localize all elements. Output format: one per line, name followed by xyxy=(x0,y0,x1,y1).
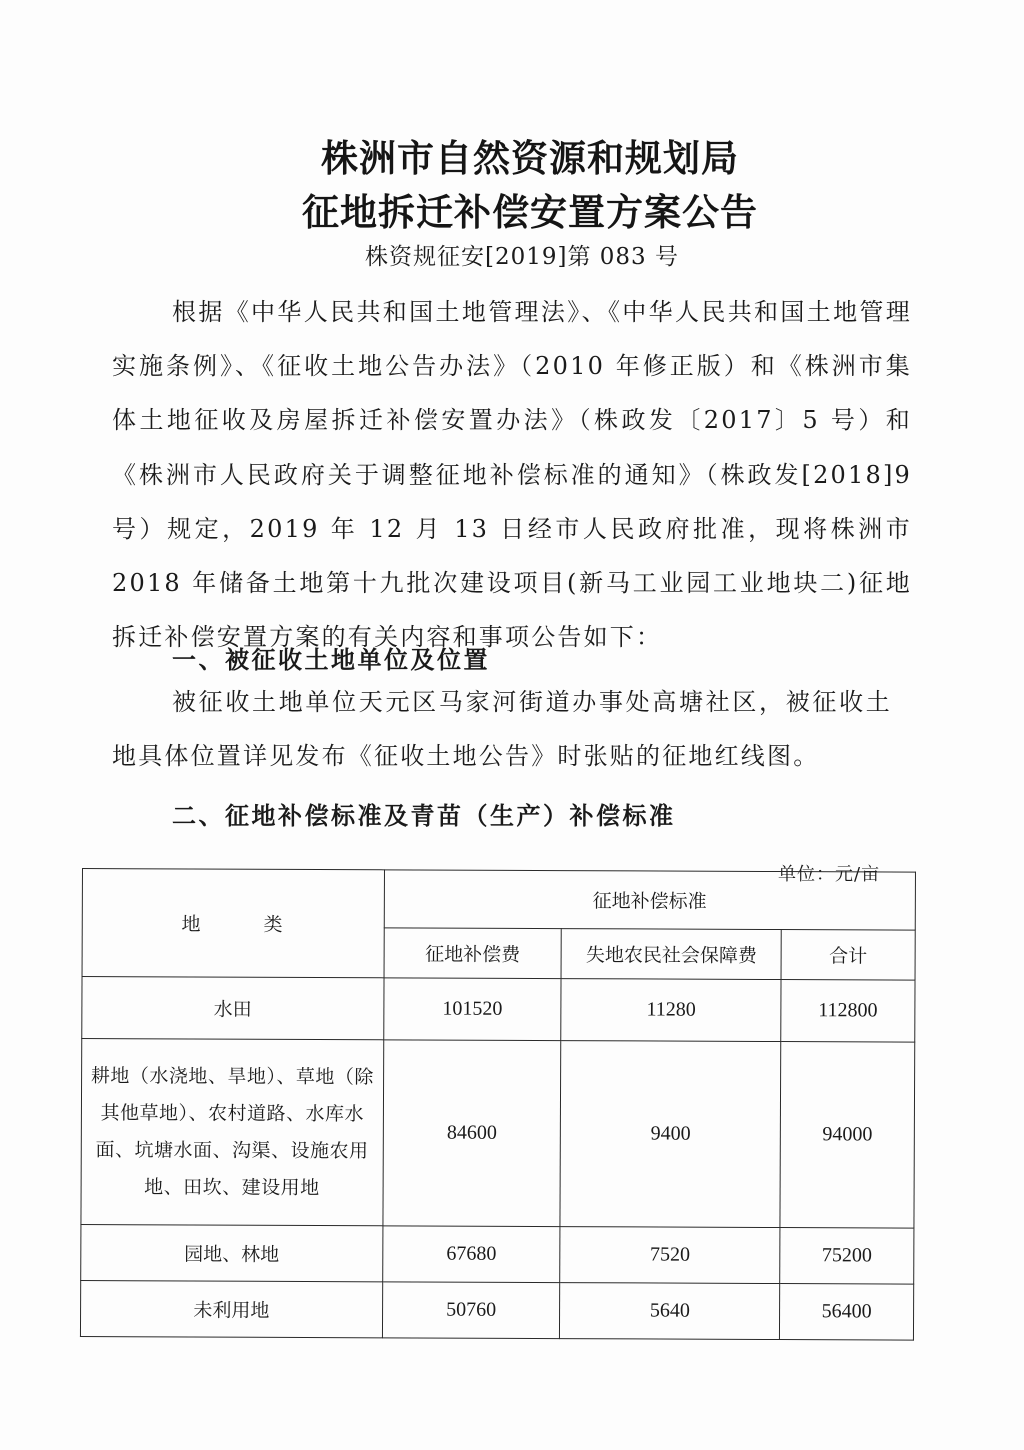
header-social-security: 失地农民社会保障费 xyxy=(561,929,781,980)
header-land-fee: 征地补偿费 xyxy=(384,928,562,979)
intro-paragraph: 根据《中华人民共和国土地管理法》、《中华人民共和国土地管理实施条例》、《征收土地公告办法》（2010 年修正版）和《株洲市集体土地征收及房屋拆迁补偿安置办法》（株政发〔2017〕5 号）和《株洲市人民政府关于调整征地补偿标准的通知》（株政发[2018]9 号）规定，2019 年 12 月 13 日经市人民政府批准，现将株洲市 2018 年储备土地第十九批次建设项目(新马工业园工业地块二)征地拆迁补偿安置方案的有关内容和事项公告如下： xyxy=(112,298,912,652)
document-title-line1: 株洲市自然资源和规划局 xyxy=(321,137,739,180)
social-cell: 7520 xyxy=(560,1227,780,1284)
table-row xyxy=(82,977,915,1043)
table-unit-label: 单位：元/亩 xyxy=(778,864,881,885)
header-compensation-standard: 征地补偿标准 xyxy=(384,870,916,930)
social-cell: 9400 xyxy=(560,1041,780,1228)
header-land-class: 地 类 xyxy=(82,869,384,978)
section1-heading: 一、被征收土地单位及位置 xyxy=(172,646,490,674)
header-total: 合计 xyxy=(781,930,915,981)
document-title-line2: 征地拆迁补偿安置方案公告 xyxy=(302,191,758,234)
section1-paragraph: 被征收土地单位天元区马家河街道办事处高塘社区，被征收土地具体位置详见发布《征收土地公告》时张贴的征地红线图。 xyxy=(112,688,892,771)
fee-cell: 67680 xyxy=(382,1226,560,1283)
total-cell: 94000 xyxy=(780,1042,915,1229)
table-row xyxy=(81,1224,914,1284)
land-type-cell: 未利用地 xyxy=(80,1280,382,1337)
section2-heading: 二、征地补偿标准及青苗（生产）补偿标准 xyxy=(172,802,676,830)
land-type-cell: 园地、林地 xyxy=(81,1224,383,1281)
compensation-table xyxy=(80,868,916,1341)
table-row xyxy=(80,1280,913,1340)
fee-cell: 84600 xyxy=(383,1040,562,1227)
total-cell: 56400 xyxy=(780,1284,914,1341)
document-number: 株资规征安[2019]第 083 号 xyxy=(364,244,679,270)
land-type-cell: 水田 xyxy=(82,977,384,1040)
table-row xyxy=(81,1039,915,1229)
social-cell: 11280 xyxy=(561,979,781,1042)
fee-cell: 101520 xyxy=(383,978,561,1041)
land-type-cell: 耕地（水浇地、旱地）、草地（除其他草地）、农村道路、水库水面、坑塘水面、沟渠、设施农用地、田坎、建设用地 xyxy=(81,1039,383,1226)
fee-cell: 50760 xyxy=(382,1282,560,1339)
total-cell: 112800 xyxy=(781,980,915,1043)
table-header-row xyxy=(82,869,915,931)
total-cell: 75200 xyxy=(780,1228,914,1285)
social-cell: 5640 xyxy=(560,1283,780,1340)
